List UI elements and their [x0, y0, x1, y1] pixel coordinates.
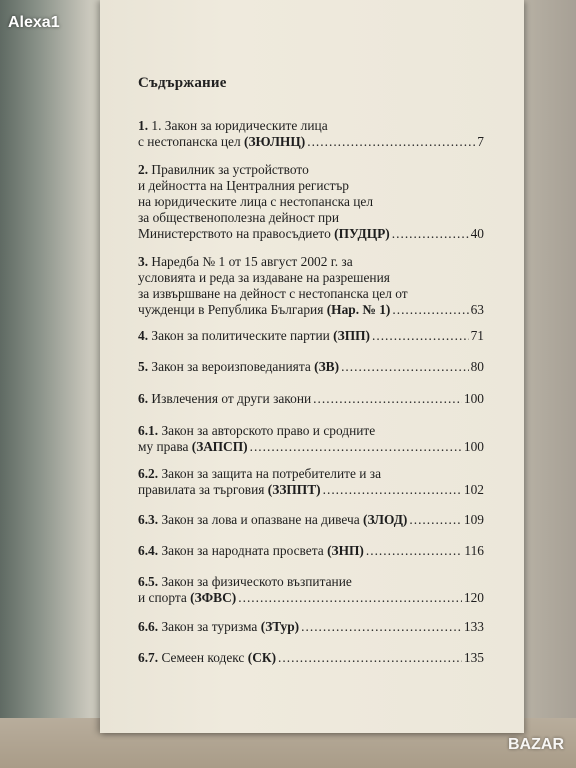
entry-text: Министерството на правосъдието: [138, 226, 331, 241]
toc-entry-1: [138, 118, 484, 150]
entry-number: 6.3.: [138, 512, 159, 527]
entry-text: и спорта: [138, 590, 187, 605]
entry-text: Закон за туризма: [161, 619, 258, 634]
entry-number: 3.: [138, 254, 149, 269]
leader-dots: [250, 439, 462, 455]
entry-text: 1. Закон за юридическите лица: [151, 118, 328, 133]
toc-entry-2: [138, 162, 484, 242]
entry-abbrev: (ЗАПСП): [191, 439, 248, 454]
leader-dots: [307, 134, 475, 150]
entry-text: Правилник за устройството: [151, 162, 309, 177]
entry-text: на юридическите лица с нестопанска цел: [138, 194, 374, 209]
entry-number: 6.4.: [138, 543, 159, 558]
leader-dots: [409, 512, 462, 528]
entry-text: Наредба № 1 от 15 август 2002 г. за: [151, 254, 353, 269]
toc-entry-6-1: [138, 423, 484, 455]
toc-entry-6-7: [138, 650, 484, 666]
entry-text: и дейността на Централния регистър: [138, 178, 349, 193]
entry-text: условията и реда за издаване на разрешения: [138, 270, 390, 285]
entry-number: 4.: [138, 328, 149, 343]
leader-dots: [313, 391, 462, 407]
entry-number: 6.: [138, 391, 149, 406]
entry-abbrev: (ЗЛОД): [363, 512, 408, 527]
entry-abbrev: (ЗФВС): [190, 590, 237, 605]
entry-number: 6.1.: [138, 423, 159, 438]
leader-dots: [278, 650, 462, 666]
entry-number: 6.7.: [138, 650, 159, 665]
toc-entry-6-2: [138, 466, 484, 498]
entry-text: Закон за политическите партии: [151, 328, 330, 343]
page-number: 133: [463, 619, 484, 634]
entry-number: 6.2.: [138, 466, 159, 481]
entry-abbrev: (ЗВ): [314, 359, 340, 374]
entry-text: Извлечения от други закони: [151, 391, 312, 406]
entry-abbrev: (ПУДЦР): [334, 226, 390, 241]
entry-text: Закон за физическото възпитание: [161, 574, 352, 589]
page-number: 7: [477, 134, 484, 149]
background-left: [0, 0, 110, 768]
entry-abbrev: (ЗЮЛНЦ): [244, 134, 306, 149]
entry-abbrev: (ЗНП): [327, 543, 364, 558]
entry-text: Закон за вероизповеданията: [151, 359, 311, 374]
toc-entry-6-6: [138, 619, 484, 635]
entry-abbrev: (СК): [247, 650, 277, 665]
toc-entry-5: [138, 359, 484, 375]
entry-number: 2.: [138, 162, 149, 177]
entry-abbrev: (ЗТур): [260, 619, 300, 634]
background-right: [516, 0, 576, 768]
user-watermark: Alexa1: [8, 14, 60, 31]
page-number: 135: [463, 650, 484, 665]
page-number: 120: [463, 590, 484, 605]
page-number: 63: [470, 302, 484, 317]
entry-text: правилата за търговия: [138, 482, 265, 497]
page-number: 100: [463, 439, 484, 454]
toc-entry-6: [138, 391, 484, 407]
entry-text: Закон за авторското право и сродните: [161, 423, 376, 438]
page-number: 40: [470, 226, 484, 241]
leader-dots: [301, 619, 462, 635]
entry-text: чужденци в Република България: [138, 302, 324, 317]
leader-dots: [392, 226, 469, 242]
toc-entry-4: [138, 328, 484, 344]
entry-number: 6.6.: [138, 619, 159, 634]
toc-heading: Съдържание: [138, 75, 227, 91]
toc-entry-6-3: [138, 512, 484, 528]
leader-dots: [392, 302, 468, 318]
page-number: 116: [464, 543, 484, 558]
page-number: 102: [463, 482, 484, 497]
toc-entry-6-5: [138, 574, 484, 606]
entry-number: 6.5.: [138, 574, 159, 589]
toc-entry-6-4: [138, 543, 484, 559]
leader-dots: [372, 328, 469, 344]
entry-text: за общественополезна дейност при: [138, 210, 340, 225]
entry-abbrev: (ЗЗППТ): [267, 482, 321, 497]
leader-dots: [341, 359, 469, 375]
entry-text: Закон за народната просвета: [161, 543, 324, 558]
entry-abbrev: (ЗПП): [333, 328, 370, 343]
page-number: 100: [463, 391, 484, 406]
toc-entry-3: [138, 254, 484, 318]
entry-number: 5.: [138, 359, 149, 374]
entry-text: Семеен кодекс: [161, 650, 245, 665]
page-number: 109: [463, 512, 484, 527]
entry-text: Закон за лова и опазване на дивеча: [161, 512, 360, 527]
entry-text: му права: [138, 439, 189, 454]
entry-text: за извършване на дейност с нестопанска цел от: [138, 286, 408, 301]
entry-abbrev: (Нар. № 1): [326, 302, 391, 317]
entry-number: 1.: [138, 118, 149, 133]
page-number: 80: [470, 359, 484, 374]
entry-text: Закон за защита на потребителите и за: [161, 466, 382, 481]
leader-dots: [323, 482, 462, 498]
site-logo: BAZAR: [508, 736, 564, 753]
page-number: 71: [470, 328, 484, 343]
leader-dots: [366, 543, 463, 559]
leader-dots: [238, 590, 462, 606]
entry-text: с нестопанска цел: [138, 134, 241, 149]
